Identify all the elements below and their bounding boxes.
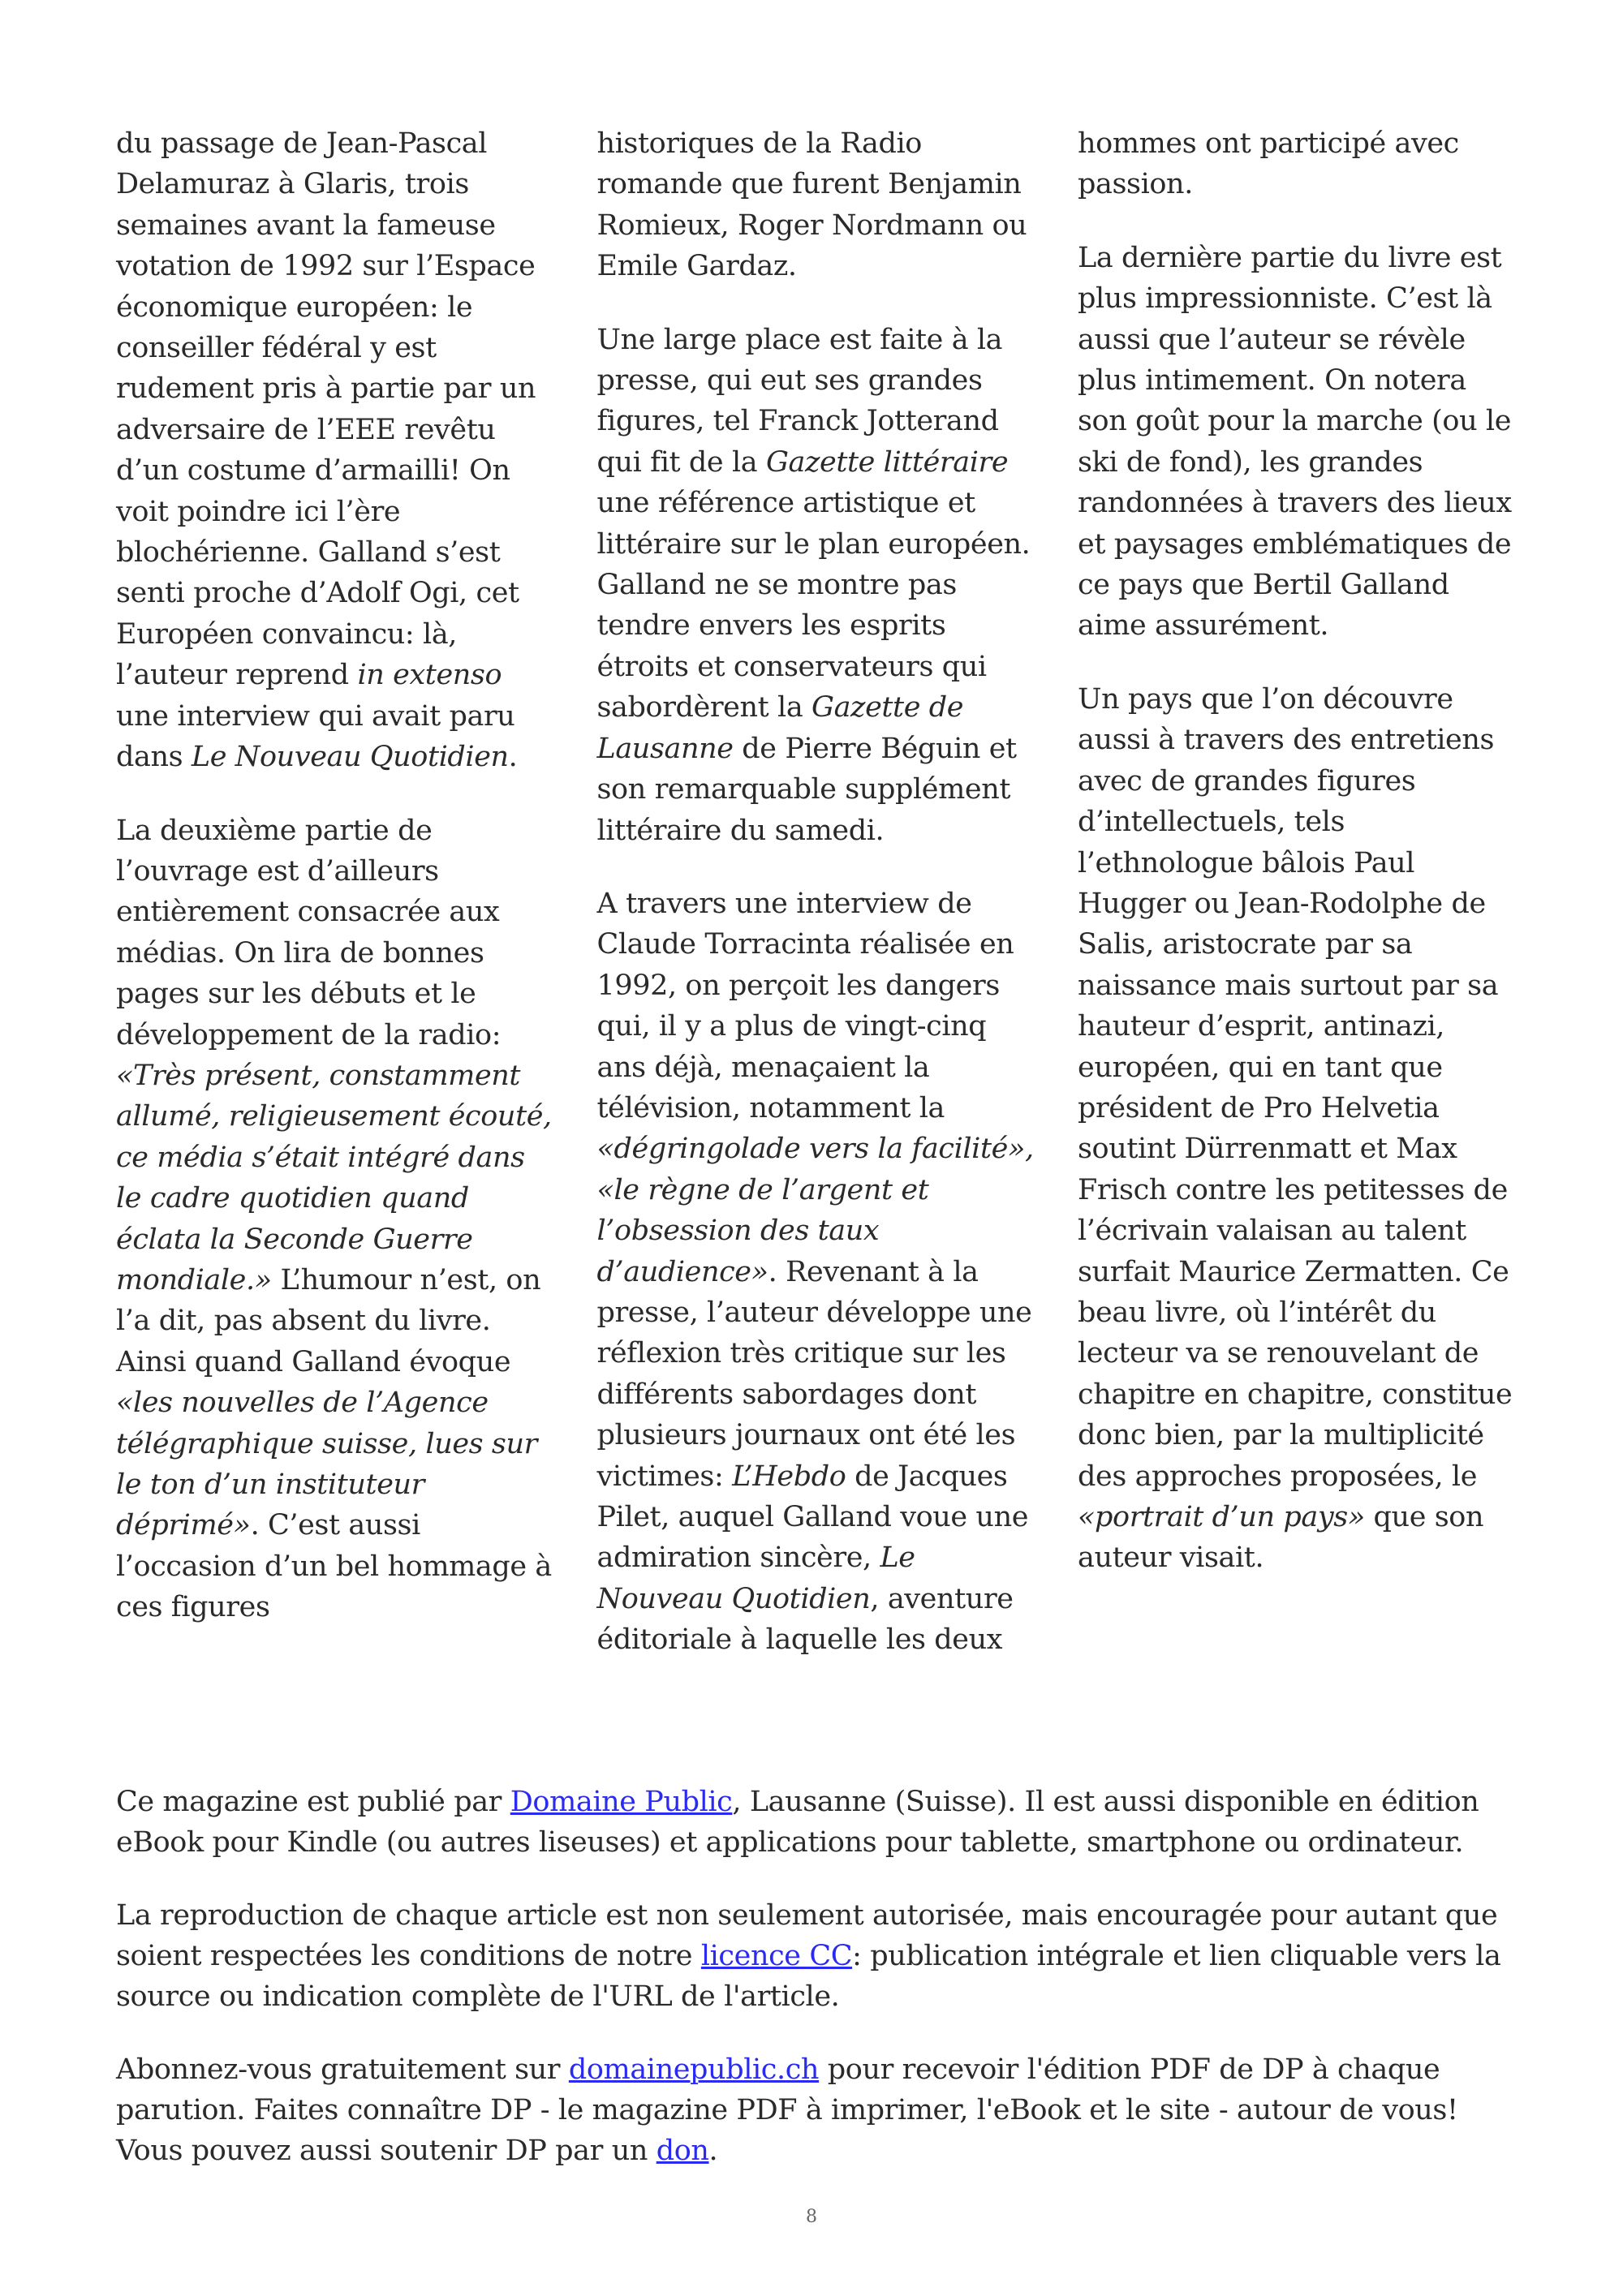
footer-paragraph: Ce magazine est publié par Domaine Public, Lausanne (Suisse). Il est aussi disponible en édition eBook pour Kindle (ou autres liseuses) et applications pour tablette, smartphone ou ordinateur. bbox=[116, 1786, 1479, 1859]
paragraph: hommes ont participé avec passion. bbox=[1078, 127, 1459, 201]
paragraph: La deuxième partie de l’ouvrage est d’ailleurs entièrement consacrée aux médias. On lira de bonnes pages sur les débuts et le développement de la radio: «Très présent, constamment allumé, religieusement écouté, ce média s’était intégré dans le cadre quotidien quand éclata la Seconde Guerre mondiale.» L’humour n’est, on l’a dit, pas absent du livre. Ainsi quand Galland évoque «les nouvelles de l’Agence télégraphique suisse, lues sur le ton d’un instituteur déprimé». C’est aussi l’occasion d’un bel hommage à ces figures bbox=[116, 814, 552, 1624]
paragraph: A travers une interview de Claude Torracinta réalisée en 1992, on perçoit les dangers qui, il y a plus de vingt-cinq ans déjà, menaçaient la télévision, notamment la «dégringolade vers la facilité», «le règne de l’argent et l’obsession des taux d’audience». Revenant à la presse, l’auteur développe une réflexion très critique sur les différents sabordages dont plusieurs journaux ont été les victimes: L’Hebdo de Jacques Pilet, auquel Galland voue une admiration sincère, Le Nouveau Quotidien, aventure éditoriale à laquelle les deux bbox=[596, 887, 1034, 1657]
page-number: 8 bbox=[806, 2207, 817, 2227]
domaine-public-link[interactable]: Domaine Public bbox=[510, 1786, 733, 1818]
paragraph: Une large place est faite à la presse, qui eut ses grandes figures, tel Franck Jotterand qui fit de la Gazette littéraire une référence artistique et littéraire sur le plan européen. Galland ne se montre pas tendre envers les esprits étroits et conservateurs qui sabordèrent la Gazette de Lausanne de Pierre Béguin et son remarquable supplément littéraire du samedi. bbox=[596, 323, 1031, 847]
licence-cc-link[interactable]: licence CC bbox=[700, 1940, 853, 1972]
column-1 bbox=[116, 123, 558, 1661]
column-2 bbox=[597, 123, 1040, 1661]
domainepublic-site-link[interactable]: domainepublic.ch bbox=[568, 2053, 820, 2086]
paragraph: du passage de Jean-Pascal Delamuraz à Glaris, trois semaines avant la fameuse votation de 1992 sur l’Espace économique européen: le conseiller fédéral y est rudement pris à partie par un adversaire de l’EEE revêtu d’un costume d’armailli! On voit poindre ici l’ère blochérienne. Galland s’est senti proche d’Adolf Ogi, cet Européen convaincu: là, l’auteur reprend in extenso une interview qui avait paru dans Le Nouveau Quotidien. bbox=[116, 127, 536, 774]
publisher-footer bbox=[116, 1782, 1520, 2204]
footer-paragraph: Abonnez-vous gratuitement sur domainepublic.ch pour recevoir l'édition PDF de DP à chaque parution. Faites connaître DP - le magazine PDF à imprimer, l'eBook et le site - autour de vous! Vous pouvez aussi soutenir DP par un don. bbox=[116, 2053, 1458, 2167]
paragraph: La dernière partie du livre est plus impressionniste. C’est là aussi que l’auteur se révèle plus intimement. On notera son goût pour la marche (ou le ski de fond), les grandes randonnées à travers des lieux et paysages emblématiques de ce pays que Bertil Galland aime assurément. bbox=[1078, 241, 1512, 643]
article-columns bbox=[116, 123, 1520, 1661]
donation-link[interactable]: don bbox=[656, 2135, 709, 2167]
paragraph: historiques de la Radio romande que furent Benjamin Romieux, Roger Nordmann ou Emile Gardaz. bbox=[596, 127, 1027, 283]
column-3 bbox=[1078, 123, 1520, 1661]
paragraph: Un pays que l’on découvre aussi à travers des entretiens avec de grandes figures d’intellectuels, tels l’ethnologue bâlois Paul Hugger ou Jean-Rodolphe de Salis, aristocrate par sa naissance mais surtout par sa hauteur d’esprit, antinazi, européen, qui en tant que président de Pro Helvetia soutint Dürrenmatt et Max Frisch contre les petitesses de l’écrivain valaisan au talent surfait Maurice Zermatten. Ce beau livre, où l’intérêt du lecteur va se renouvelant de chapitre en chapitre, constitue donc bien, par la multiplicité des approches proposées, le «portrait d’un pays» que son auteur visait. bbox=[1078, 682, 1513, 1575]
footer-paragraph: La reproduction de chaque article est non seulement autorisée, mais encouragée pour autant que soient respectées les conditions de notre licence CC: publication intégrale et lien cliquable vers la source ou indication complète de l'URL de l'article. bbox=[116, 1899, 1501, 2013]
